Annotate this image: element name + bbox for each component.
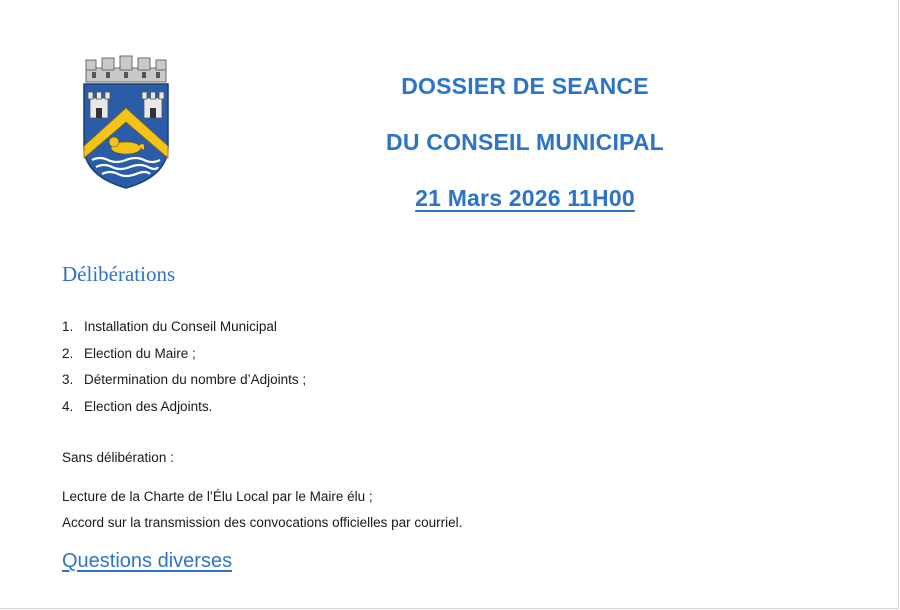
sans-deliberation-label: Sans délibération :: [62, 450, 174, 465]
item-text: Election du Maire ;: [84, 345, 196, 361]
document-title-line1: DOSSIER DE SEANCE: [401, 73, 649, 99]
list-item: [62, 341, 306, 368]
list-item: [62, 367, 306, 394]
deliberations-list: [62, 314, 306, 420]
deliberations-heading: Délibérations: [62, 262, 176, 286]
questions-diverses-heading: Questions diverses: [62, 550, 233, 572]
title-block: [300, 58, 750, 226]
list-item: [62, 394, 306, 421]
mural-crown: [86, 56, 166, 82]
session-date: 21 Mars 2026 11H00: [415, 185, 635, 211]
document-title-line2: DU CONSEIL MUNICIPAL: [386, 129, 664, 155]
coat-of-arms-icon: [80, 54, 172, 190]
item-text: Election des Adjoints.: [84, 398, 213, 414]
item-text: Détermination du nombre d’Adjoints ;: [84, 372, 307, 387]
item-text: Installation du Conseil Municipal: [84, 319, 277, 334]
item-number: 1.: [62, 319, 74, 334]
item-number: 3.: [62, 372, 74, 387]
list-item: [62, 314, 306, 341]
sans-deliberation-list: [62, 484, 462, 536]
item-number: 4.: [62, 398, 74, 414]
item-number: 2.: [62, 345, 74, 361]
list-item: Accord sur la transmission des convocations officielles par courriel.: [62, 515, 463, 530]
list-item: Lecture de la Charte de l’Élu Local par le Maire élu ;: [62, 489, 373, 504]
